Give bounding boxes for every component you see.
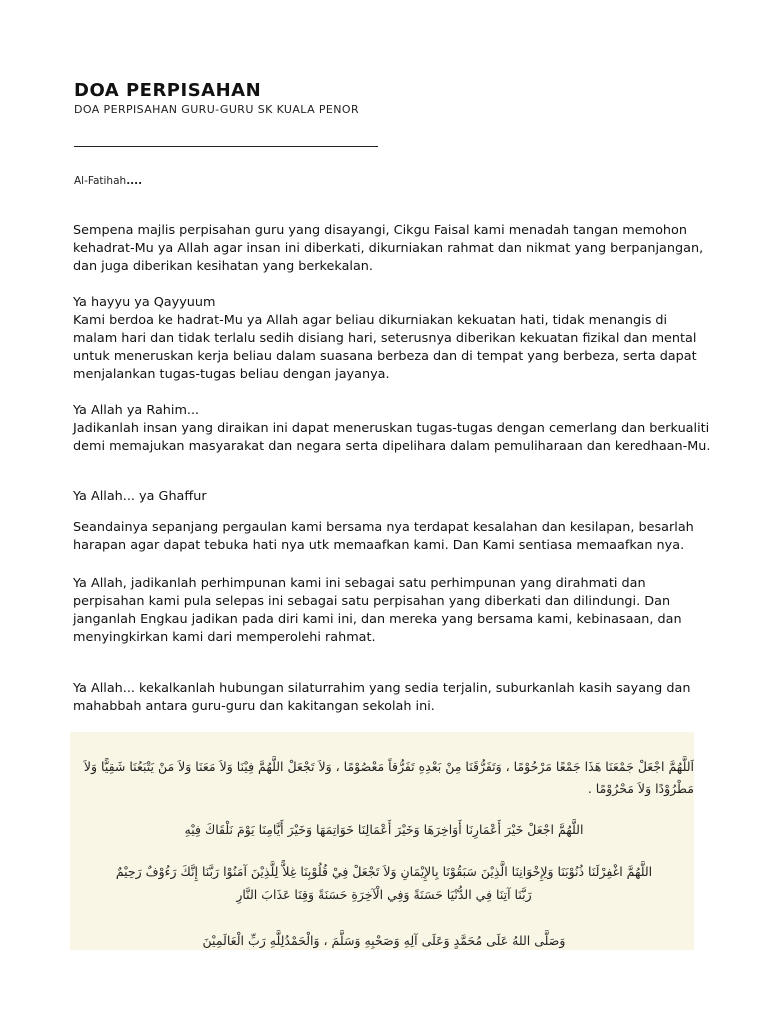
paragraph-forgiveness: Seandainya sepanjang pergaulan kami bersama nya terdapat kesalahan dan kesilapan, besarlah harapan agar dapat tebuka hati nya utk memaafkan kami. Dan Kami sentiasa memaafkan nya.: [73, 520, 694, 553]
paragraph-rahim-heading: Ya Allah ya Rahim...: [73, 403, 200, 418]
arabic-line-5: وَصَلَّى اللهُ عَلَى مُحَمَّدٍ وَعَلَى آلِهِ وَصَحْبِهِ وَسَلَّمَ ، وَالْحَمْدُلِلَّهِ رَبِّ الْعَالَمِيْنَ: [202, 933, 566, 948]
document-title: DOA PERPISAHAN: [74, 80, 262, 101]
title-divider: [74, 146, 378, 147]
fatihah-label: Al-Fatihah: [74, 175, 127, 187]
fatihah-line: [74, 175, 142, 187]
fatihah-dots: ....: [126, 175, 143, 187]
paragraph-ghaffur-heading: Ya Allah... ya Ghaffur: [73, 489, 207, 504]
arabic-line-3: اللَّهُمَّ اغْفِرْلَنَا ذُنُوْبَنَا وَلِإِخْوَانِنَا الَّذِيْنَ سَبَقُوْنَا بِالإِيْمَانِ وَلاَ تَجْعَلْ فِيْ قُلُوْبِنَا غِلاًّ لِلَّذِيْنَ آمَنُوْا رَبَّنَا إِنَّكَ رَءُوْفٌ رَحِيْمٌ: [115, 864, 653, 879]
arabic-line-1: اَللَّهُمَّ اجْعَلْ جَمْعَنَا هَذَا جَمْعًا مَرْحُوْمًا ، وَتَفَرُّقَنَا مِنْ بَعْدِهِ تَفَرُّقاً مَعْصُوْمًا ، وَلاَ تَجْعَلْ اللَّهُمَّ فِيْنَا وَلاَ مَعَنَا وَلاَ مَنْ يَتْبَعُنَا شَقِيًّا وَلاَ مَطْرُوْدًا وَلاَ مَحْرُوْمًا .: [83, 759, 694, 796]
arabic-line-2: اللَّهُمَّ اجْعَلْ خَيْرَ أَعْمَارِنَا أَوَاخِرَهَا وَخَيْرَ أَعْمَالِنَا خَوَاتِمَهَا وَخَيْرَ أَيَّامِنَا يَوْمَ نَلْقَاكَ فِيْهِ: [184, 822, 584, 837]
paragraph-opening: Sempena majlis perpisahan guru yang disayangi, Cikgu Faisal kami menadah tangan memohon kehadrat-Mu ya Allah agar insan ini diberkati, dikurniakan rahmat dan nikmat yang berpanjangan, dan juga diberikan kesihatan yang berkekalan.: [73, 223, 704, 274]
paragraph-hayyu: Kami berdoa ke hadrat-Mu ya Allah agar beliau dikurniakan kekuatan hati, tidak menangis di malam hari dan tidak terlalu sedih disiang hari, seterusnya diberikan kekuatan fizikal dan mental untuk meneruskan kerja beliau dalam suasana berbeza dan di tempat yang berbeza, serta dapat menjalankan tugas-tugas beliau dengan jayanya.: [73, 313, 697, 382]
document-subtitle: DOA PERPISAHAN GURU-GURU SK KUALA PENOR: [74, 103, 360, 116]
paragraph-rahim: Jadikanlah insan yang diraikan ini dapat meneruskan tugas-tugas dengan cemerlang dan berkualiti demi memajukan masyarakat dan negara serta dipelihara dalam pemuliharaan dan keredhaan-Mu.: [73, 421, 711, 454]
paragraph-silaturrahim: Ya Allah... kekalkanlah hubungan silaturrahim yang sedia terjalin, suburkanlah kasih sayang dan mahabbah antara guru-guru dan kakitangan sekolah ini.: [73, 681, 691, 714]
paragraph-hayyu-heading: Ya hayyu ya Qayyuum: [73, 295, 216, 310]
paragraph-gathering: Ya Allah, jadikanlah perhimpunan kami ini sebagai satu perhimpunan yang dirahmati dan perpisahan kami pula selepas ini sebagai satu perpisahan yang diberkati dan dilindungi. Dan janganlah Engkau jadikan pada diri kami ini, dan mereka yang bersama kami, kebinasaan, dan menyingkirkan kami dari memperolehi rahmat.: [73, 576, 682, 645]
arabic-line-4: رَبَّنَا آتِنَا فِي الدُّنْيَا حَسَنَةً وَفِي الْآخِرَةِ حَسَنَةً وَقِنَا عَذَابَ النَّارِ: [236, 887, 532, 902]
